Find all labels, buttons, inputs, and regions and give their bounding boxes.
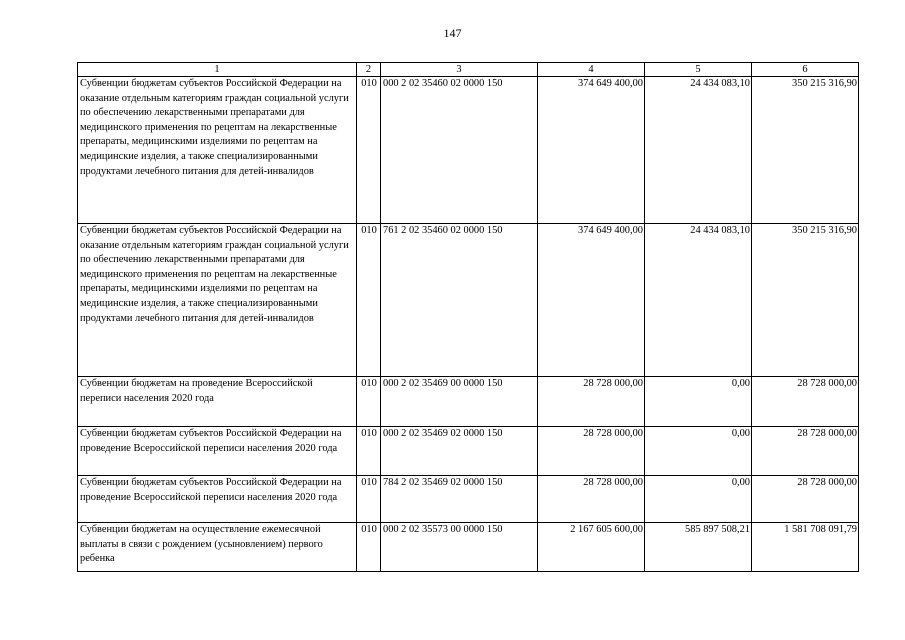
- revenue-name-cell: Субвенции бюджетам на проведение Всероссийской переписи населения 2020 года: [78, 377, 357, 427]
- amount-column-6-cell: 28 728 000,00: [752, 476, 859, 523]
- amount-column-4-cell: 2 167 605 600,00: [538, 523, 645, 572]
- budget-classification-code-cell: 000 2 02 35460 02 0000 150: [381, 77, 538, 224]
- amount-column-4-cell: 28 728 000,00: [538, 377, 645, 427]
- table-row: [78, 476, 859, 523]
- table-row: [78, 427, 859, 476]
- amount-column-4-cell: 28 728 000,00: [538, 427, 645, 476]
- page-number: 147: [443, 26, 462, 40]
- amount-column-4-cell: 374 649 400,00: [538, 77, 645, 224]
- budget-revenue-table: [77, 62, 859, 572]
- amount-column-4-cell: 374 649 400,00: [538, 224, 645, 377]
- amount-column-6-cell: 350 215 316,90: [752, 224, 859, 377]
- table-row: [78, 77, 859, 224]
- amount-column-6-cell: 28 728 000,00: [752, 377, 859, 427]
- budget-classification-code-cell: 761 2 02 35460 02 0000 150: [381, 224, 538, 377]
- line-code-cell: 010: [357, 523, 381, 572]
- revenue-name-cell: Субвенции бюджетам субъектов Российской Федерации на проведение Всероссийской переписи населения 2020 года: [78, 427, 357, 476]
- line-code-cell: 010: [357, 377, 381, 427]
- table-row: [78, 224, 859, 377]
- amount-column-5-cell: 0,00: [645, 427, 752, 476]
- column-header-6: 6: [752, 63, 859, 77]
- amount-column-5-cell: 24 434 083,10: [645, 77, 752, 224]
- line-code-cell: 010: [357, 77, 381, 224]
- amount-column-5-cell: 0,00: [645, 476, 752, 523]
- table-header-row: [78, 63, 859, 77]
- amount-column-4-cell: 28 728 000,00: [538, 476, 645, 523]
- table-row: [78, 377, 859, 427]
- column-header-4: 4: [538, 63, 645, 77]
- column-header-1: 1: [78, 63, 357, 77]
- budget-classification-code-cell: 000 2 02 35469 00 0000 150: [381, 377, 538, 427]
- budget-classification-code-cell: 000 2 02 35573 00 0000 150: [381, 523, 538, 572]
- revenue-name-cell: Субвенции бюджетам субъектов Российской Федерации на оказание отдельным категориям граждан социальной услуги по обеспечению лекарственными препаратами для медицинского применения по рецептам на лекарственные препараты, медицинскими изделиями по рецептам на медицинские изделия, а также специализированными продуктами лечебного питания для детей-инвалидов: [78, 77, 357, 224]
- amount-column-5-cell: 0,00: [645, 377, 752, 427]
- revenue-name-cell: Субвенции бюджетам субъектов Российской Федерации на оказание отдельным категориям граждан социальной услуги по обеспечению лекарственными препаратами для медицинского применения по рецептам на лекарственные препараты, медицинскими изделиями по рецептам на медицинские изделия, а также специализированными продуктами лечебного питания для детей-инвалидов: [78, 224, 357, 377]
- budget-classification-code-cell: 784 2 02 35469 02 0000 150: [381, 476, 538, 523]
- table-row: [78, 523, 859, 572]
- line-code-cell: 010: [357, 224, 381, 377]
- line-code-cell: 010: [357, 427, 381, 476]
- line-code-cell: 010: [357, 476, 381, 523]
- amount-column-6-cell: 1 581 708 091,79: [752, 523, 859, 572]
- amount-column-6-cell: 350 215 316,90: [752, 77, 859, 224]
- budget-classification-code-cell: 000 2 02 35469 02 0000 150: [381, 427, 538, 476]
- column-header-5: 5: [645, 63, 752, 77]
- amount-column-6-cell: 28 728 000,00: [752, 427, 859, 476]
- revenue-name-cell: Субвенции бюджетам на осуществление ежемесячной выплаты в связи с рождением (усыновлением) первого ребенка: [78, 523, 357, 572]
- column-header-3: 3: [381, 63, 538, 77]
- revenue-name-cell: Субвенции бюджетам субъектов Российской Федерации на проведение Всероссийской переписи населения 2020 года: [78, 476, 357, 523]
- column-header-2: 2: [357, 63, 381, 77]
- amount-column-5-cell: 585 897 508,21: [645, 523, 752, 572]
- amount-column-5-cell: 24 434 083,10: [645, 224, 752, 377]
